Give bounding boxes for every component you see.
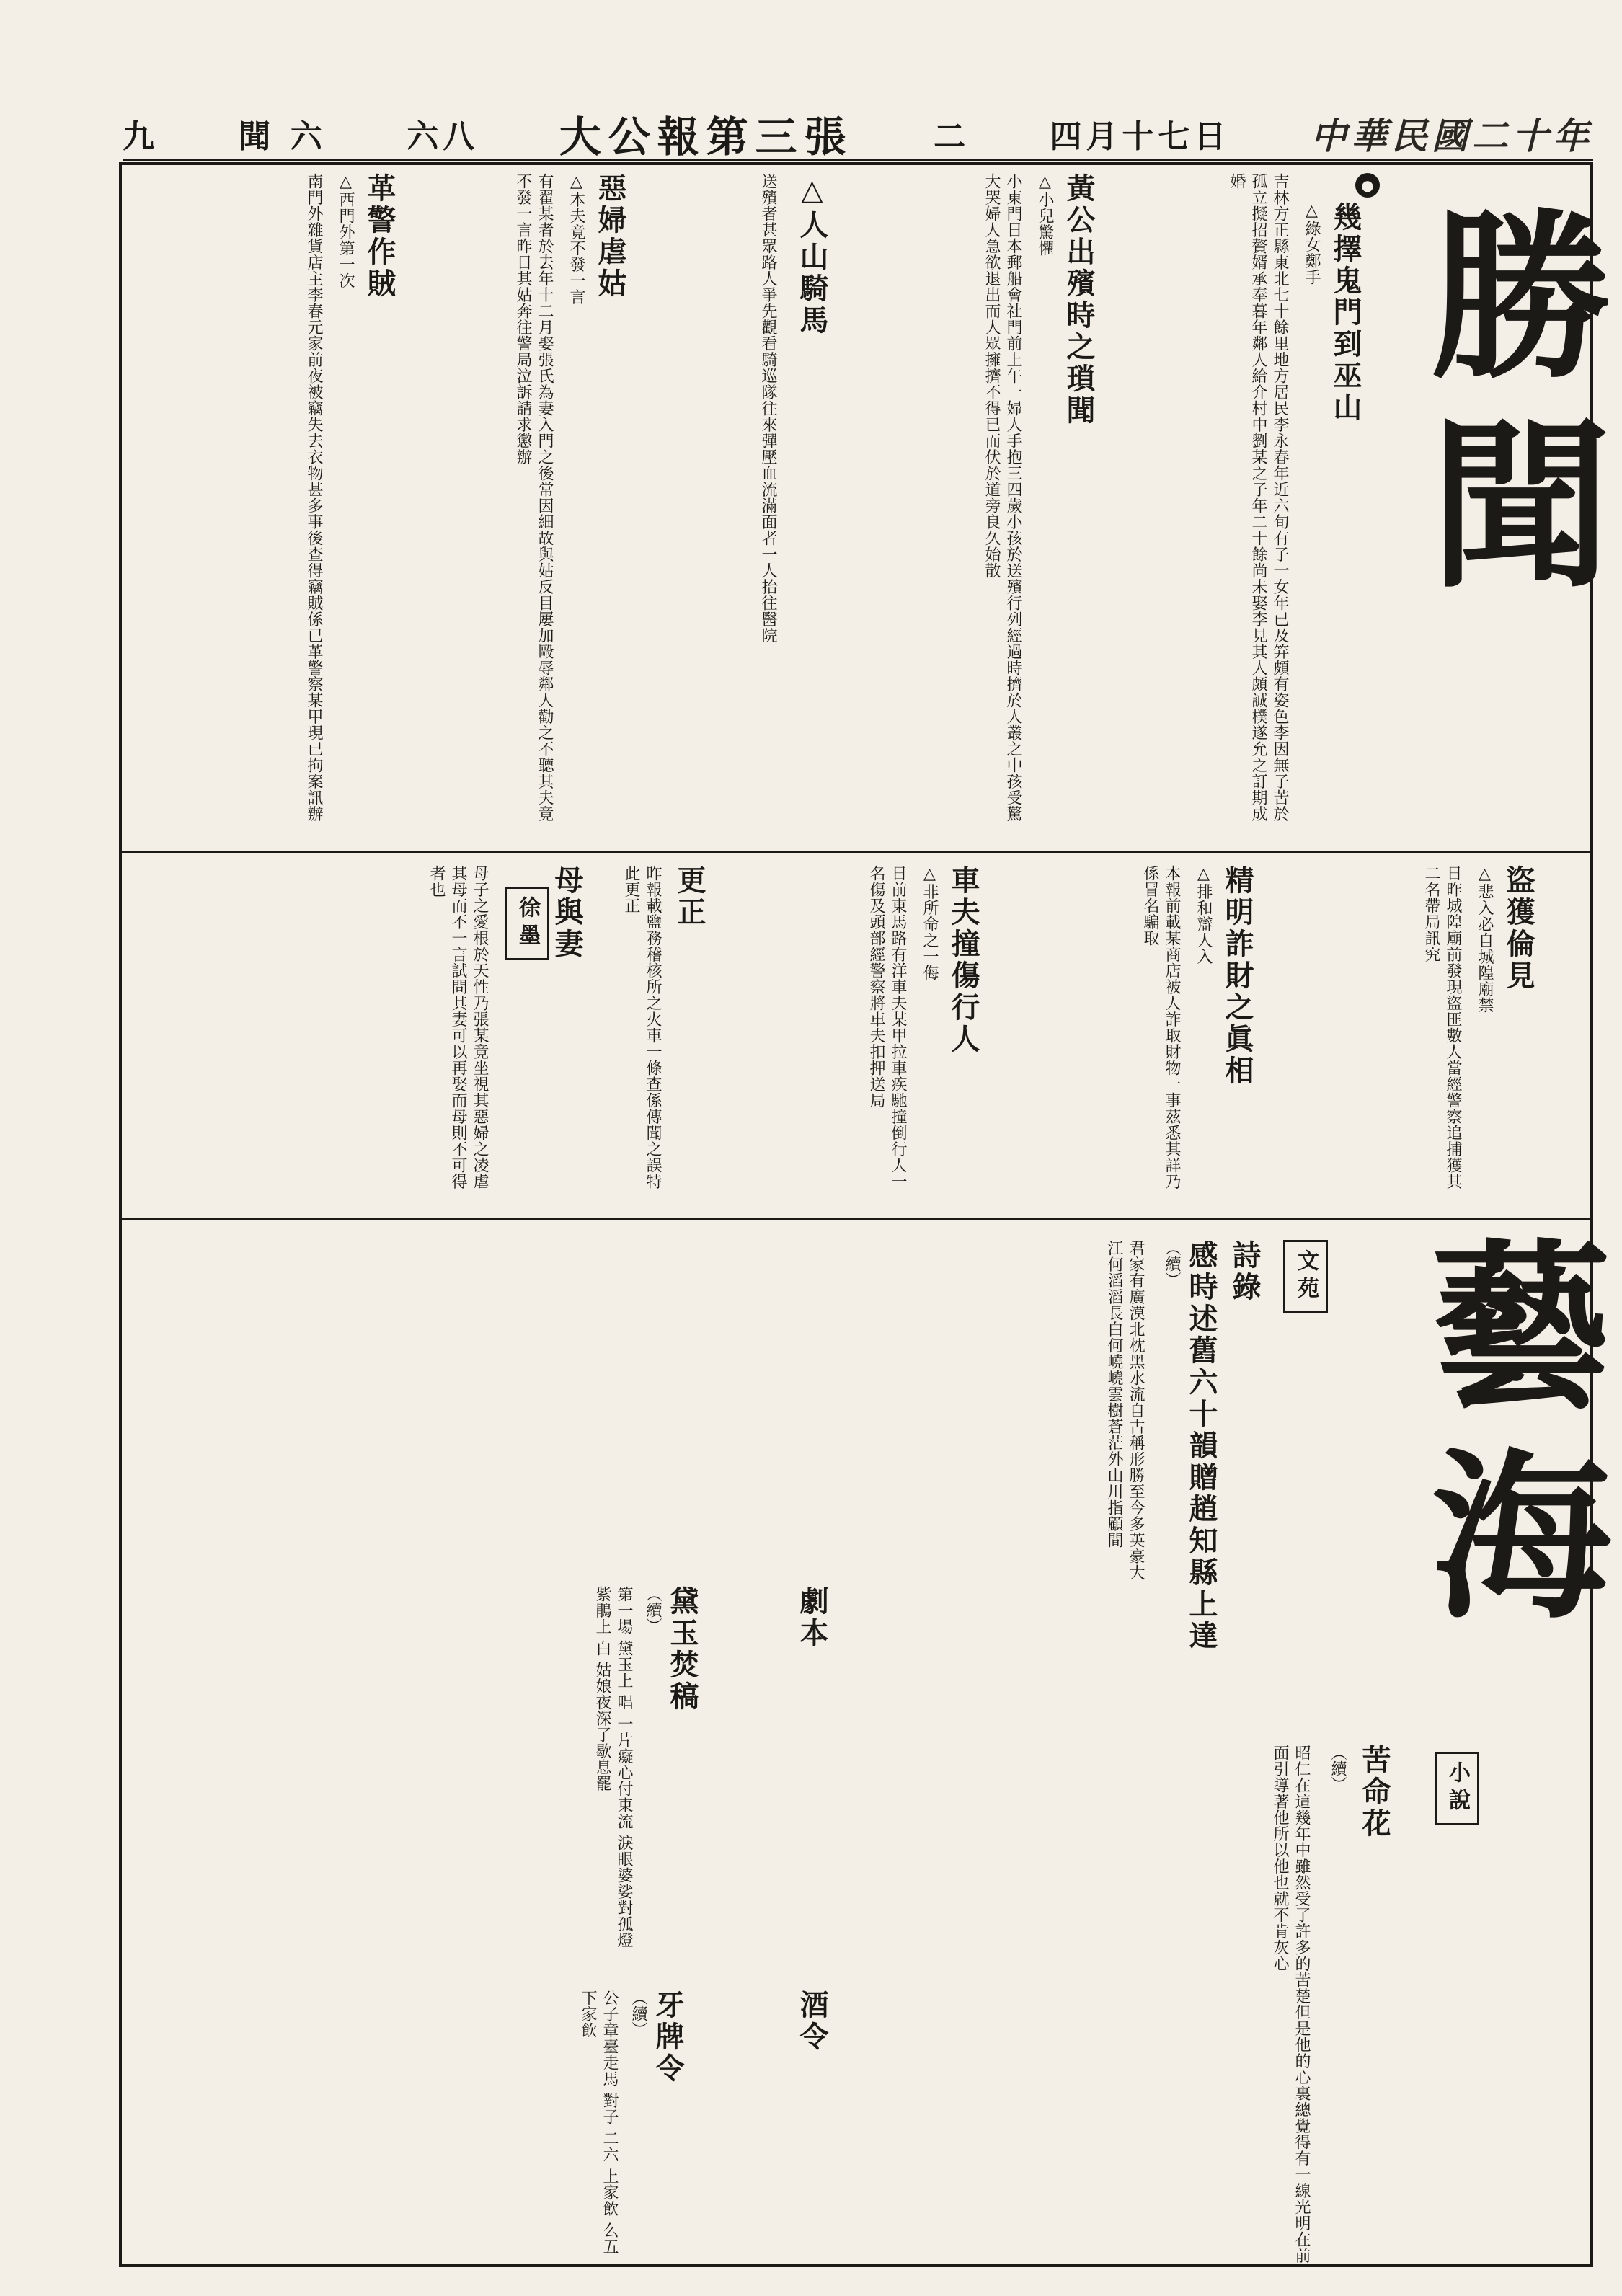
article-subtitle: △排和辯人入	[1195, 865, 1213, 965]
article-body: 送殯者甚眾路人爭先觀看騎巡隊往來彈壓血流滿面者一人抬往醫院	[759, 173, 777, 644]
poem-heading: 詩錄	[1228, 1240, 1262, 1303]
poem-tag: （續）	[1163, 1240, 1181, 1287]
wine-game-title: 牙牌令	[651, 1990, 685, 2085]
paper-name: 大公報第三張	[559, 112, 854, 161]
wine-game-body: 公子章臺走馬 對子 二六 上家飲 么五 下家飲	[579, 1990, 619, 2255]
novel-label: 小說	[1435, 1752, 1479, 1825]
article-title: 黃公出殯時之瑣聞	[1062, 173, 1096, 427]
article-title: 更正	[673, 865, 706, 928]
article-body: 有翟某者於去年十二月娶張氏為妻入門之後常因細故與姑反目屢加毆辱鄰人勸之不聽其夫竟不發一言昨日其姑奔往警局泣訴請求懲辦	[514, 173, 554, 822]
edition-number: 六八	[407, 118, 479, 155]
wine-game-tag: （續）	[629, 1990, 647, 2037]
handwritten-date: 中華民國二十年	[1310, 115, 1593, 157]
category-label: 聞 六	[239, 118, 327, 155]
article-subtitle: △小兒驚懼	[1036, 173, 1054, 257]
article-body: 昨報載鹽務稽核所之火車一條查係傳聞之誤特此更正	[622, 865, 662, 1189]
article-body: 小東門日本郵船會社門前上午一婦人手抱三四歲小孩於送殯行列經過時擠於人叢之中孩受驚大哭婦人急欲退出而人眾擁擠不得已而伏於道旁良久始散	[983, 173, 1022, 822]
section-divider-bottom	[121, 1218, 1591, 1220]
article-subtitle: △非所命之一侮	[921, 865, 939, 981]
novel-tag: （續）	[1329, 1745, 1347, 1792]
essay-author: 徐墨	[505, 887, 549, 960]
arts-section-label: 文苑	[1283, 1240, 1328, 1313]
article-title: 盜獲倫見	[1502, 865, 1535, 992]
printed-date: 四月十七日	[1050, 118, 1231, 155]
article-subtitle: △綠女鄭手	[1303, 202, 1321, 285]
arts-banner: 藝海	[1401, 1233, 1613, 1651]
page-header	[123, 108, 1593, 161]
article-subtitle: △本夫竟不發一言	[567, 173, 585, 305]
article-title: △人山騎馬	[795, 173, 829, 337]
article-title: 革警作賊	[363, 173, 396, 300]
page-number: 九	[123, 118, 159, 155]
article-body: 吉林方正縣東北七十餘里地方居民李永春年近六旬有子一女年已及笄頗有姿色李因無子苦於孤立擬招贅婿承奉暮年鄰人給介村中劉某之子年二十餘尚未娶李見其人頗誠樸遂允之訂期成婚	[1228, 173, 1289, 822]
news-banner: 勝聞	[1401, 202, 1613, 620]
novel-title: 苦命花	[1357, 1745, 1391, 1840]
article-title: 幾擇鬼門到巫山	[1329, 202, 1362, 424]
drama-label: 劇本	[795, 1586, 829, 1649]
poem-body: 君家有廣漠北枕黑水流自古稱形勝至今多英豪大江何滔滔長白何嶢嶢雲樹蒼茫外山川指顧間	[1105, 1240, 1145, 1581]
article-subtitle: △悲入必自城隍廟禁	[1476, 865, 1494, 1014]
article-subtitle: △西門外第一次	[337, 173, 355, 289]
drama-title: 黛玉焚稿	[665, 1586, 699, 1713]
section-divider-top	[121, 851, 1591, 853]
essay-body: 母子之愛根於天性乃張某竟坐視其惡婦之凌虐其母而不一言試問其妻可以再娶而母則不可得者也	[427, 865, 489, 1189]
article-body: 日昨城隍廟前發現盜匪數人當經警察追捕獲其二名帶局訊究	[1422, 865, 1462, 1189]
article-body: 南門外雜貨店主李春元家前夜被竊失去衣物甚多事後查得竊賊係已革警察某甲現已拘案訊辦	[305, 173, 323, 822]
article-title: 惡婦虐姑	[593, 173, 627, 300]
wine-game-label: 酒令	[795, 1990, 829, 2053]
article-title: 車夫撞傷行人	[947, 865, 980, 1055]
essay-title: 母與妻	[550, 865, 584, 960]
article-body: 本報前載某商店被人詐取財物一事茲悉其詳乃係冒名騙取	[1141, 865, 1181, 1189]
article-body: 日前東馬路有洋車夫某甲拉車疾馳撞倒行人一名傷及頭部經警察將車夫扣押送局	[867, 865, 907, 1189]
article-title: 精明詐財之眞相	[1220, 865, 1254, 1087]
novel-body: 昭仁在這幾年中雖然受了許多的苦楚但是他的心裏總覺得有一線光明在前面引導著他所以他也就不肯灰心	[1271, 1745, 1311, 2264]
page-marker: 二	[934, 118, 970, 155]
poem-title: 感時述舊六十韻贈趙知縣上達	[1184, 1240, 1218, 1652]
drama-body: 第一場 黛玉上 唱 一片癡心付東流 淚眼婆娑對孤燈 紫鵑上 白 姑娘夜深了歇息罷	[593, 1586, 633, 1949]
bullet-icon: ●	[1355, 173, 1380, 198]
drama-tag: （續）	[644, 1586, 662, 1634]
